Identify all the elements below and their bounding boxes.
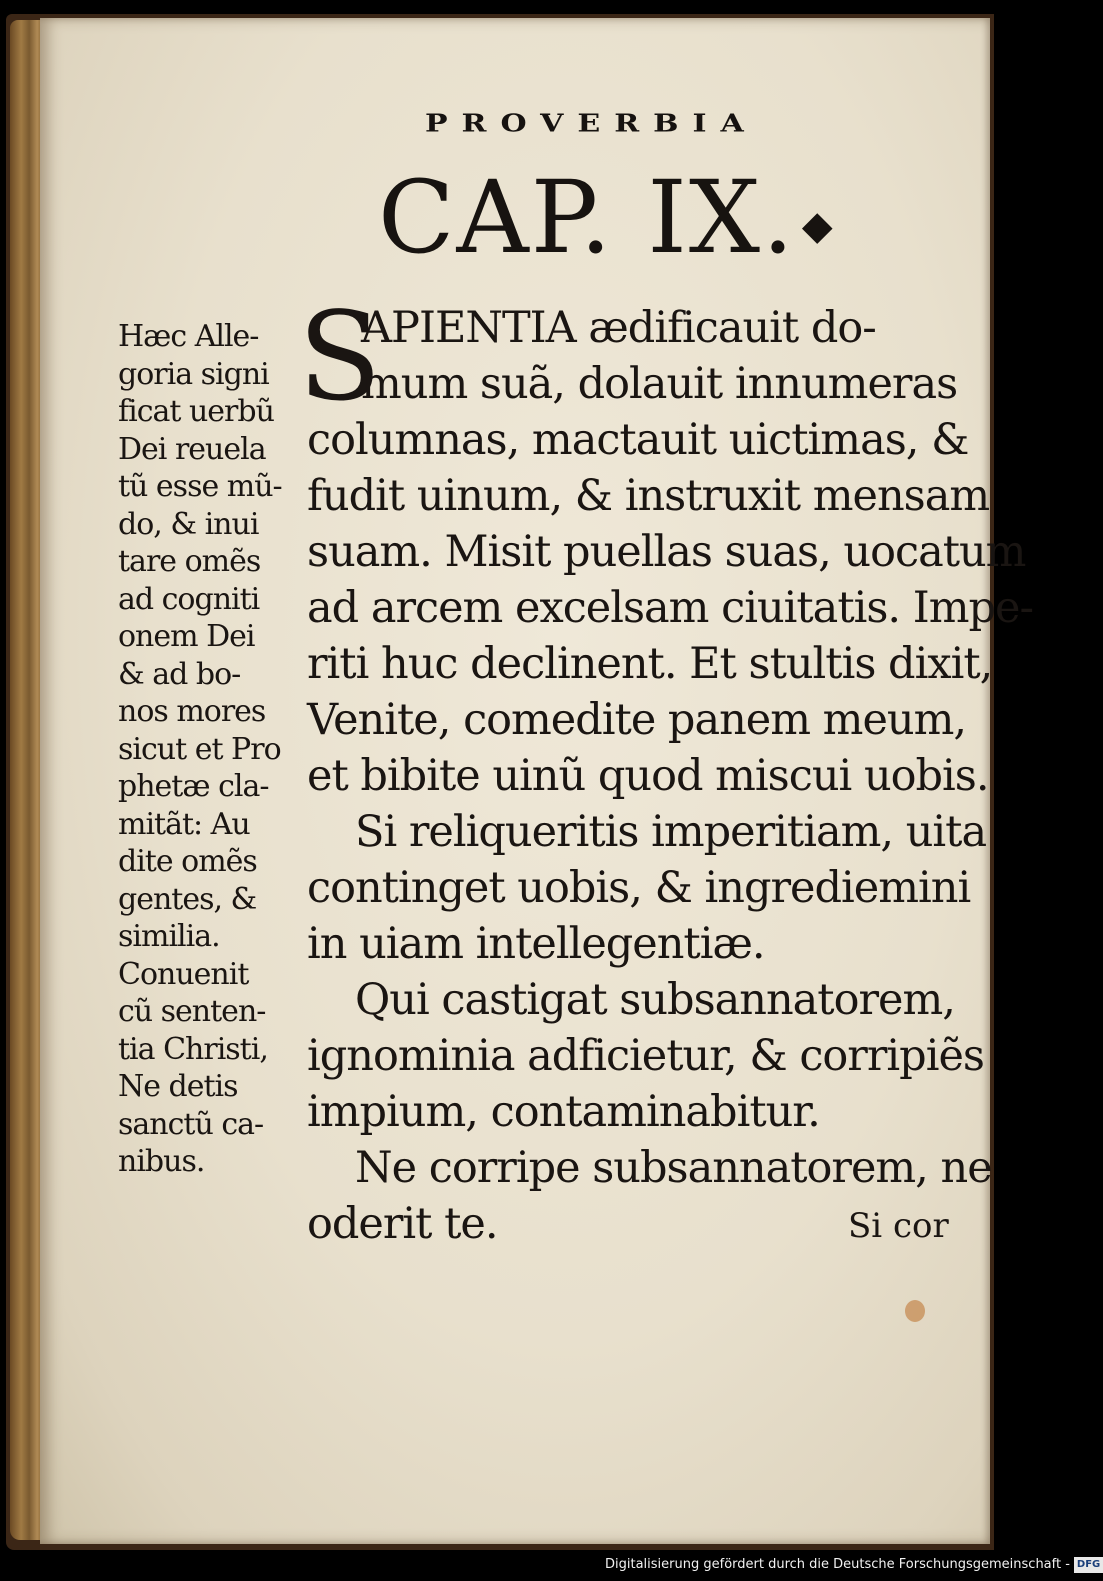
chapter-title: CAP. IX. [378,159,796,276]
margin-line: ad cogniti [118,581,260,617]
margin-line: nibus. [118,1144,205,1179]
margin-line: do, & inui [118,506,259,542]
margin-line: Dei reuela [118,431,266,467]
main-line: Ne corripe subsannatorem, ne [355,1143,992,1193]
main-line: suam. Misit puellas suas, uocatum [307,527,1026,577]
main-line: et bibite uinũ quod miscui uobis. [307,751,989,801]
credit-text: Digitalisierung gefördert durch die Deutsche Forschungsgemeinschaft - [605,1557,1070,1572]
margin-line: tia Christi, [118,1031,268,1067]
main-line: in uiam intellegentiæ. [307,919,765,969]
margin-line: sicut et Pro [118,731,281,767]
paper-stain [905,1300,925,1322]
margin-line: ficat uerbũ [118,394,274,429]
margin-line: tũ esse mũ- [118,469,282,504]
catchword: Si cor [848,1206,949,1246]
main-line: Venite, comedite panem meum, [307,695,967,745]
margin-line: tare omẽs [118,544,261,579]
margin-line: gentes, & [118,881,257,917]
main-text [307,300,1034,1252]
main-line: Si reliqueritis imperitiam, uita [355,807,987,857]
marginal-note [118,318,288,1181]
margin-line: onem Dei [118,619,255,654]
margin-line: dite omẽs [118,844,257,879]
main-line: riti huc declinent. Et stultis dixit, [307,639,993,689]
running-head: PROVERBIA [425,110,758,138]
main-line: continget uobis, & ingrediemini [307,863,971,913]
margin-line: & ad bo- [118,656,241,692]
main-line: ad arcem excelsam ciuitatis. Impe- [307,583,1034,633]
main-line: columnas, mactauit uictimas, & [307,415,969,465]
margin-line: Conuenit [118,956,249,992]
diamond-ornament-icon: ◆ [801,203,835,250]
main-line: mum suã, dolauit innumeras [361,359,958,409]
main-line: impium, contaminabitur. [307,1087,820,1137]
margin-line: phetæ cla- [118,769,269,804]
margin-line: similia. [118,919,220,954]
margin-line: sanctũ ca- [118,1106,264,1142]
margin-line: goria signi [118,356,269,392]
digitization-credit [605,1553,1101,1577]
margin-line: nos mores [118,694,266,729]
page-fore-edge [10,20,42,1540]
dfg-logo-icon: DFG [1074,1557,1103,1573]
main-line: oderit te. [307,1199,498,1249]
main-line: ignominia adficietur, & corripiẽs [307,1031,984,1081]
chapter-heading [378,159,938,276]
margin-line: Hæc Alle- [118,319,259,354]
margin-line: mitãt: Au [118,806,250,842]
main-line: Qui castigat subsannatorem, [355,975,955,1025]
drop-cap: S [298,286,382,428]
main-line: APIENTIA ædificauit do- [361,303,876,353]
main-line: fudit uinum, & instruxit mensam [307,471,990,521]
margin-line: cũ senten- [118,994,266,1029]
margin-line: Ne detis [118,1069,238,1104]
